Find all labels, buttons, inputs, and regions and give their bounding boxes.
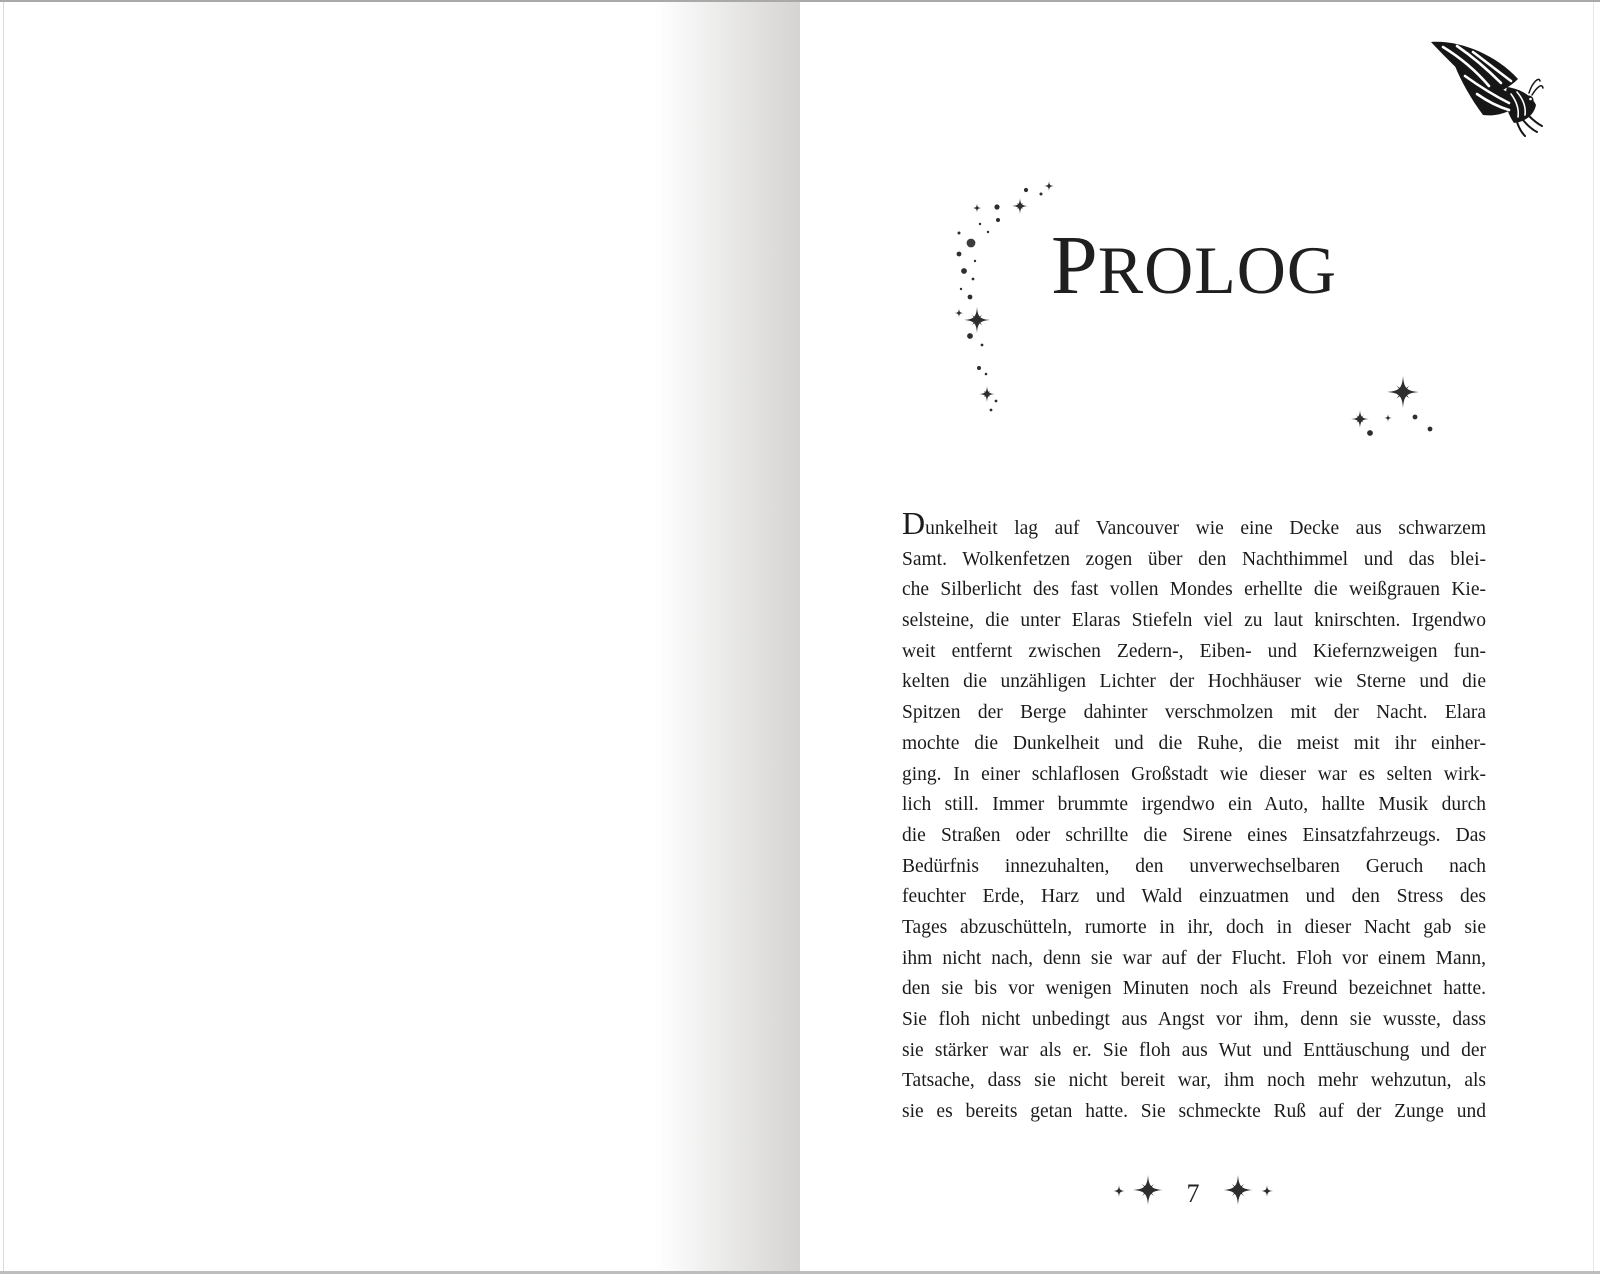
text-line: weit entfernt zwischen Zedern-, Eiben- und Kiefernzweigen fun- bbox=[902, 640, 1486, 662]
text-line: Tatsache, dass sie nicht bereit war, ihm noch mehr wehzutun, als bbox=[902, 1070, 1486, 1092]
right-page bbox=[800, 2, 1600, 1271]
text-line: Spitzen der Berge dahinter verschmolzen mit der Nacht. Elara bbox=[902, 702, 1486, 724]
page-footer-ornament bbox=[1109, 1172, 1277, 1212]
text-line: sie es bereits getan hatte. Sie schmeckte Ruß auf der Zunge und bbox=[902, 1101, 1486, 1123]
text-line: Sie floh nicht unbedingt aus Angst vor ihm, denn sie wusste, dass bbox=[902, 1009, 1486, 1030]
text-line: Tages abzuschütteln, rumorte in ihr, doch in dieser Nacht gab sie bbox=[902, 916, 1486, 938]
text-line: mochte die Dunkelheit und die Ruhe, die meist mit ihr einher- bbox=[902, 732, 1486, 754]
chapter-title-initial: P bbox=[1051, 219, 1098, 312]
text-line: die Straßen oder schrillte die Sirene eines Einsatzfahrzeugs. Das bbox=[902, 824, 1486, 846]
frame-border-top bbox=[0, 0, 1600, 2]
frame-border-left bbox=[3, 2, 4, 1271]
star-cluster-icon bbox=[1340, 372, 1444, 442]
text-line: kelten die unzähligen Lichter der Hochhäuser wie Sterne und die bbox=[902, 671, 1486, 693]
left-page bbox=[0, 2, 800, 1271]
text-line: Samt. Wolkenfetzen zogen über den Nachthimmel und das blei- bbox=[902, 548, 1486, 570]
drop-cap: D bbox=[902, 505, 926, 541]
text-line: ihm nicht nach, denn sie war auf der Flucht. Floh vor einem Mann, bbox=[902, 947, 1486, 969]
text-line: sie stärker war als er. Sie floh aus Wut und Enttäuschung und der bbox=[902, 1039, 1486, 1061]
text-line: che Silberlicht des fast vollen Mondes erhellte die weißgrauen Kie- bbox=[902, 579, 1486, 601]
chapter-title bbox=[902, 219, 1486, 312]
text-line: den sie bis vor wenigen Minuten noch als Freund bezeichnet hatte. bbox=[902, 978, 1486, 1000]
moth-icon bbox=[1421, 38, 1545, 140]
frame-border-right bbox=[1593, 2, 1594, 1271]
chapter-title-rest: ROLOG bbox=[1097, 232, 1337, 308]
text-line-content: unkelheit lag auf Vancouver wie eine Decke aus schwarzem bbox=[925, 518, 1486, 539]
page-number: 7 bbox=[1186, 1179, 1200, 1208]
text-line: ging. In einer schlaflosen Großstadt wie dieser war es selten wirk- bbox=[902, 763, 1486, 785]
footer-stars-right-icon bbox=[1223, 1175, 1273, 1205]
body-paragraph bbox=[902, 505, 1486, 1128]
spine-shadow bbox=[655, 2, 800, 1271]
text-line: selsteine, die unter Elaras Stiefeln viel zu laut knirschten. Irgendwo bbox=[902, 610, 1486, 632]
text-line: Bedürfnis innezuhalten, den unverwechselbaren Geruch nach bbox=[902, 855, 1486, 877]
text-line: feuchter Erde, Harz und Wald einzuatmen und den Stress des bbox=[902, 886, 1486, 908]
text-line: lich still. Immer brummte irgendwo ein Auto, hallte Musik durch bbox=[902, 794, 1486, 816]
text-line bbox=[902, 505, 1486, 545]
footer-stars-left-icon bbox=[1113, 1175, 1163, 1205]
